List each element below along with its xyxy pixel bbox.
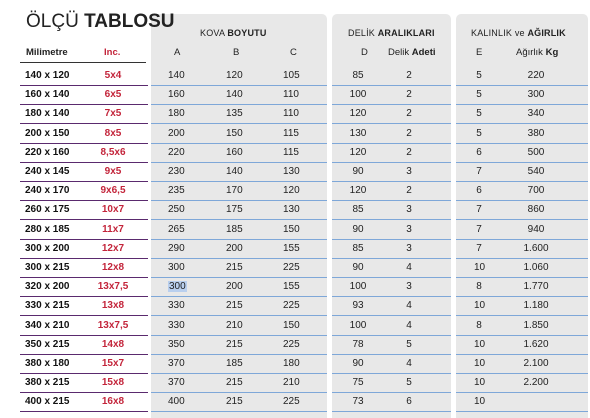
cell-mm: 240 x 145 — [25, 166, 70, 177]
cell-inc: 13x7,5 — [97, 281, 129, 293]
cell-e: 8 — [476, 319, 482, 331]
cell-mm: 280 x 185 — [25, 223, 70, 235]
cell-c: 225 — [283, 300, 300, 312]
cell-inc: 14x8 — [101, 338, 125, 350]
cell-d: 130 — [349, 127, 367, 139]
cell-mm: 220 x 160 — [25, 146, 70, 158]
column-header-delik-adeti — [388, 47, 436, 58]
delik-araliklari-header — [348, 28, 435, 38]
cell-mm: 140 x 120 — [25, 70, 70, 81]
row-separator — [332, 411, 451, 412]
cell-inc: 13x7,5 — [97, 319, 129, 331]
cell-mm: 320 x 200 — [25, 281, 70, 293]
delik-header-bold: ARALIKLARI — [377, 28, 435, 38]
column-header-inc: Inc. — [104, 47, 121, 58]
cell-adet: 4 — [406, 319, 412, 331]
cell-c: 130 — [283, 204, 300, 216]
cell-e: 5 — [476, 70, 482, 81]
cell-adet: 6 — [406, 396, 412, 408]
cell-inc: 16x8 — [101, 396, 125, 408]
cell-e: 7 — [476, 242, 482, 254]
cell-a: 235 — [168, 185, 185, 197]
cell-adet: 2 — [406, 89, 412, 101]
title-light: ÖLÇÜ — [26, 11, 79, 32]
cell-a: 250 — [168, 204, 185, 216]
highlighted-value: 300 — [169, 281, 186, 293]
cell-d: 90 — [352, 262, 364, 273]
cell-c: 150 — [283, 319, 300, 331]
cell-adet: 3 — [406, 204, 412, 216]
cell-mm: 240 x 170 — [25, 185, 70, 197]
cell-mm: 330 x 215 — [25, 300, 70, 312]
cell-kg: 300 — [527, 89, 545, 101]
cell-mm: 260 x 175 — [25, 204, 70, 216]
kova-header-light: KOVA — [200, 28, 225, 38]
cell-inc: 9x5 — [104, 166, 122, 177]
cell-kg: 1.770 — [523, 281, 549, 293]
cell-adet: 2 — [406, 185, 412, 197]
table-row — [0, 393, 590, 415]
cell-b: 140 — [226, 89, 243, 101]
cell-d: 90 — [352, 358, 364, 369]
cell-e: 7 — [476, 223, 482, 235]
cell-kg: 220 — [527, 70, 545, 81]
cell-inc: 9x6,5 — [100, 185, 126, 197]
cell-b: 185 — [226, 223, 243, 235]
cell-b: 135 — [226, 108, 243, 120]
cell-b: 185 — [226, 358, 243, 369]
cell-adet: 3 — [406, 281, 412, 293]
cell-a: 160 — [168, 89, 185, 101]
cell-adet: 5 — [406, 338, 412, 350]
cell-adet: 5 — [406, 377, 412, 389]
cell-adet: 4 — [406, 300, 412, 312]
cell-a: 290 — [168, 242, 185, 254]
column-header-milimetre: Milimetre — [26, 47, 68, 58]
cell-d: 73 — [352, 396, 364, 408]
cell-d: 85 — [352, 70, 364, 81]
cell-b: 215 — [226, 300, 243, 312]
cell-a: 370 — [168, 377, 185, 389]
cell-a: 300 — [168, 262, 185, 273]
cell-d: 85 — [352, 204, 364, 216]
cell-kg: 1.620 — [523, 338, 549, 350]
cell-e: 7 — [476, 204, 482, 216]
cell-e: 10 — [474, 396, 486, 408]
cell-kg: 540 — [527, 166, 545, 177]
cell-c: 115 — [283, 146, 299, 158]
cell-kg: 860 — [527, 204, 545, 216]
cell-inc: 8,5x6 — [100, 146, 126, 158]
cell-d: 120 — [349, 146, 367, 158]
cell-kg: 1.060 — [523, 262, 549, 273]
cell-c: 150 — [283, 223, 300, 235]
cell-e: 10 — [474, 300, 486, 312]
cell-c: 210 — [283, 377, 300, 389]
cell-d: 120 — [349, 108, 367, 120]
cell-c: 155 — [283, 281, 300, 293]
cell-mm: 160 x 140 — [25, 89, 70, 101]
cell-c: 225 — [283, 396, 300, 408]
cell-mm: 300 x 215 — [25, 262, 70, 273]
kalinlik-agirlik-header — [471, 28, 566, 38]
cell-a: 330 — [168, 319, 185, 331]
cell-inc: 5x4 — [104, 70, 122, 81]
cell-e: 5 — [476, 108, 482, 120]
cell-a: 370 — [168, 358, 185, 369]
cell-inc: 7x5 — [104, 108, 122, 120]
cell-a: 230 — [168, 166, 185, 177]
cell-d: 75 — [352, 377, 364, 389]
cell-mm: 380 x 180 — [25, 358, 70, 369]
cell-mm: 350 x 215 — [25, 338, 70, 350]
cell-c: 180 — [283, 358, 300, 369]
cell-adet: 4 — [406, 262, 412, 273]
cell-a: 400 — [168, 396, 185, 408]
title-bold: TABLOSU — [84, 11, 175, 32]
cell-e: 7 — [476, 166, 482, 177]
cell-c: 225 — [283, 262, 300, 273]
cell-adet: 2 — [406, 108, 412, 120]
kalinlik-header-light: KALINLIK — [471, 28, 513, 38]
cell-a: 350 — [168, 338, 185, 350]
cell-kg: 380 — [527, 127, 545, 139]
cell-mm: 340 x 210 — [25, 319, 70, 331]
cell-d: 100 — [349, 89, 367, 101]
cell-a: 265 — [168, 223, 185, 235]
adet-header-bold: Adeti — [411, 47, 436, 58]
cell-e: 8 — [476, 281, 482, 293]
cell-e: 5 — [476, 89, 482, 101]
kg-header-bold: Kg — [545, 47, 559, 58]
cell-b: 175 — [226, 204, 243, 216]
cell-e: 6 — [476, 185, 482, 197]
cell-c: 120 — [283, 185, 300, 197]
cell-kg: 2.100 — [523, 358, 549, 369]
cell-d: 100 — [349, 319, 367, 331]
cell-a: 200 — [168, 127, 185, 139]
cell-kg: 700 — [527, 185, 545, 197]
cell-b: 200 — [226, 281, 243, 293]
cell-c: 130 — [283, 166, 300, 177]
kova-boyutu-header — [200, 28, 267, 38]
cell-inc: 15x7 — [101, 358, 125, 369]
cell-inc: 8x5 — [104, 127, 122, 139]
cell-mm: 180 x 140 — [25, 108, 70, 120]
kova-header-bold: BOYUTU — [227, 28, 267, 38]
cell-e: 6 — [476, 146, 482, 158]
cell-b: 170 — [226, 185, 243, 197]
cell-inc: 12x8 — [101, 262, 125, 273]
cell-b: 215 — [226, 338, 243, 350]
cell-e: 10 — [474, 262, 486, 273]
cell-c: 105 — [283, 70, 300, 81]
column-header-d: D — [361, 47, 368, 58]
cell-b: 140 — [226, 166, 243, 177]
cell-b: 215 — [226, 396, 243, 408]
cell-d: 90 — [352, 166, 364, 177]
page-title — [26, 11, 175, 33]
cell-mm: 200 x 150 — [25, 127, 70, 139]
cell-adet: 2 — [406, 127, 412, 139]
cell-d: 78 — [352, 338, 364, 350]
column-header-a: A — [174, 47, 181, 58]
cell-adet: 3 — [406, 223, 412, 235]
cell-kg: 2.200 — [523, 377, 549, 389]
cell-mm: 380 x 215 — [25, 377, 70, 389]
kalinlik-header-mid: ve — [514, 28, 525, 38]
cell-inc: 15x8 — [101, 377, 125, 389]
cell-e: 5 — [476, 127, 482, 139]
cell-b: 215 — [226, 377, 243, 389]
cell-mm: 400 x 215 — [25, 396, 70, 408]
cell-b: 215 — [226, 262, 243, 273]
kg-header-light: Ağırlık — [516, 47, 543, 58]
cell-inc: 6x5 — [104, 89, 122, 101]
delik-header-light: DELİK — [348, 28, 376, 38]
kalinlik-header-bold: AĞIRLIK — [527, 28, 566, 38]
row-separator — [456, 411, 588, 412]
cell-adet: 4 — [406, 358, 412, 369]
column-header-b: B — [233, 47, 240, 58]
cell-b: 160 — [226, 146, 243, 158]
cell-kg: 940 — [527, 223, 545, 235]
cell-e: 10 — [474, 377, 486, 389]
cell-inc: 10x7 — [101, 204, 125, 216]
cell-kg: 340 — [527, 108, 545, 120]
column-header-e: E — [476, 47, 483, 58]
cell-b: 200 — [226, 242, 243, 254]
cell-b: 120 — [226, 70, 243, 81]
cell-inc: 13x8 — [101, 300, 125, 312]
cell-d: 85 — [352, 242, 364, 254]
row-separator — [151, 411, 327, 412]
cell-e: 10 — [474, 338, 486, 350]
cell-b: 210 — [226, 319, 243, 331]
cell-d: 93 — [352, 300, 364, 312]
cell-c: 115 — [283, 127, 299, 139]
adet-header-light: Delik — [388, 47, 410, 58]
cell-adet: 3 — [406, 166, 412, 177]
cell-adet: 2 — [406, 70, 412, 81]
cell-d: 90 — [352, 223, 364, 235]
cell-a: 140 — [168, 70, 185, 81]
cell-c: 155 — [283, 242, 300, 254]
cell-kg: 500 — [527, 146, 545, 158]
cell-c: 110 — [283, 108, 299, 120]
cell-a: 220 — [168, 146, 185, 158]
cell-inc: 11x7 — [102, 223, 124, 235]
cell-kg: 1.600 — [523, 242, 549, 254]
cell-a: 180 — [168, 108, 185, 120]
cell-adet: 3 — [406, 242, 412, 254]
cell-d: 100 — [349, 281, 367, 293]
cell-inc: 12x7 — [101, 242, 125, 254]
cell-a — [168, 282, 187, 292]
cell-kg: 1.850 — [523, 319, 549, 331]
cell-c: 110 — [283, 89, 299, 101]
cell-adet: 2 — [406, 146, 412, 158]
cell-c: 225 — [283, 338, 300, 350]
cell-b: 150 — [226, 127, 243, 139]
column-header-c: C — [290, 47, 297, 58]
column-header-agirlik-kg — [516, 47, 558, 58]
cell-a: 330 — [168, 300, 185, 312]
cell-e: 10 — [474, 358, 486, 369]
cell-mm: 300 x 200 — [25, 242, 70, 254]
cell-d: 120 — [349, 185, 367, 197]
header-divider — [20, 62, 146, 63]
row-separator — [20, 411, 148, 412]
cell-kg: 1.180 — [523, 300, 549, 312]
